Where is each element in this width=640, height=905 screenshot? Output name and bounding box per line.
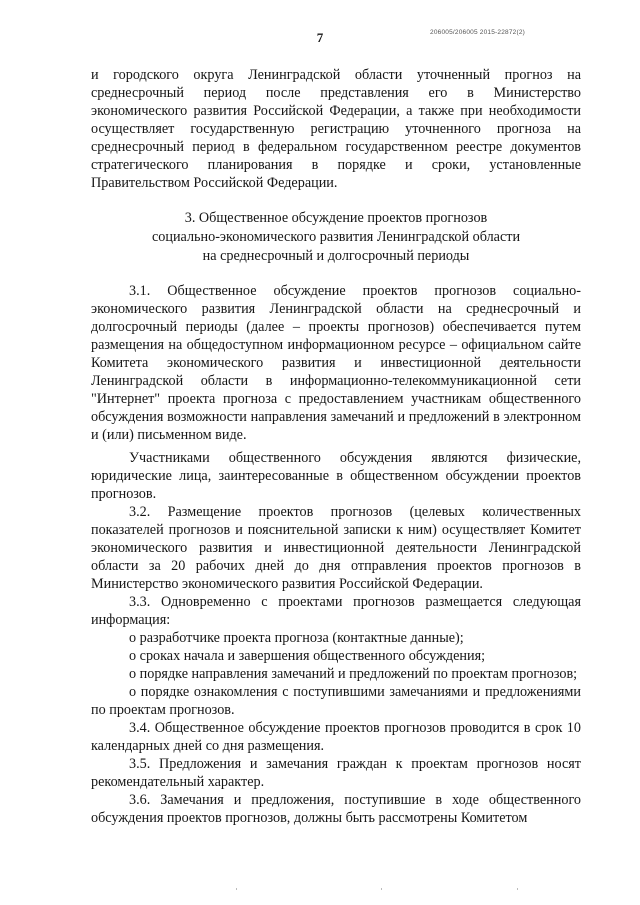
section-heading-line-2: социально-экономического развития Ленинградской области bbox=[151, 229, 521, 245]
intro-paragraph: и городского округа Ленинградской области уточненный прогноз на среднесрочный период после представления его в Министерство экономического развития Российской Федерации, а также при необходимости осуществляет государственную регистрацию уточненного прогноза на среднесрочный период в федеральном государственном реестре документов стратегического планирования в порядке и сроки, установленные Правительством Российской Федерации. bbox=[91, 67, 581, 191]
document-body bbox=[91, 66, 581, 827]
paragraph-participants: Участниками общественного обсуждения являются физические, юридические лица, заинтересованные в общественном обсуждении проектов прогнозов. bbox=[91, 450, 581, 502]
page-number: 7 bbox=[316, 30, 324, 45]
section-heading-line-1: 3. Общественное обсуждение проектов прогнозов bbox=[184, 210, 488, 226]
scan-mark bbox=[517, 888, 518, 890]
paragraph-3-4: 3.4. Общественное обсуждение проектов прогнозов проводится в срок 10 календарных дней со дня размещения. bbox=[91, 720, 581, 754]
section-heading bbox=[91, 209, 581, 266]
list-item-submission: о порядке направления замечаний и предложений по проектам прогнозов; bbox=[129, 666, 578, 682]
list-item-dates: о сроках начала и завершения общественного обсуждения; bbox=[129, 648, 486, 664]
paragraph-3-1: 3.1. Общественное обсуждение проектов прогнозов социально-экономического развития Ленинградской области на среднесрочный и долгосрочный периоды (далее – проекты прогнозов) обеспечивается путем размещения на общедоступном информационном ресурсе – официальном сайте Комитета экономического развития и инвестиционной деятельности Ленинградской области в информационно-телекоммуникационной сети "Интернет" проекта прогноза с предоставлением участникам общественного обсуждения возможности направления замечаний и предложений в электронном и (или) письменном виде. bbox=[91, 283, 581, 443]
document-code: 206005/206005 2015-22872(2) bbox=[430, 29, 526, 36]
paragraph-3-3: 3.3. Одновременно с проектами прогнозов размещается следующая информация: bbox=[91, 594, 581, 628]
list-item-review: о порядке ознакомления с поступившими замечаниями и предложениями по проектам прогнозов. bbox=[91, 684, 581, 718]
paragraph-3-2: 3.2. Размещение проектов прогнозов (целевых количественных показателей прогнозов и пояснительной записки к ним) осуществляет Комитет экономического развития и инвестиционной деятельности Ленинградской области за 20 рабочих дней до дня отправления проектов прогнозов в Министерство экономического развития Российской Федерации. bbox=[91, 504, 581, 592]
paragraph-3-5: 3.5. Предложения и замечания граждан к проектам прогнозов носят рекомендательный характер. bbox=[91, 756, 581, 790]
paragraph-3-6: 3.6. Замечания и предложения, поступившие в ходе общественного обсуждения проектов прогнозов, должны быть рассмотрены Комитетом bbox=[91, 792, 581, 826]
list-item-developer: о разработчике проекта прогноза (контактные данные); bbox=[129, 630, 464, 646]
scan-mark bbox=[381, 888, 382, 890]
section-heading-line-3: на среднесрочный и долгосрочный периоды bbox=[202, 248, 470, 264]
scan-mark bbox=[236, 888, 237, 890]
